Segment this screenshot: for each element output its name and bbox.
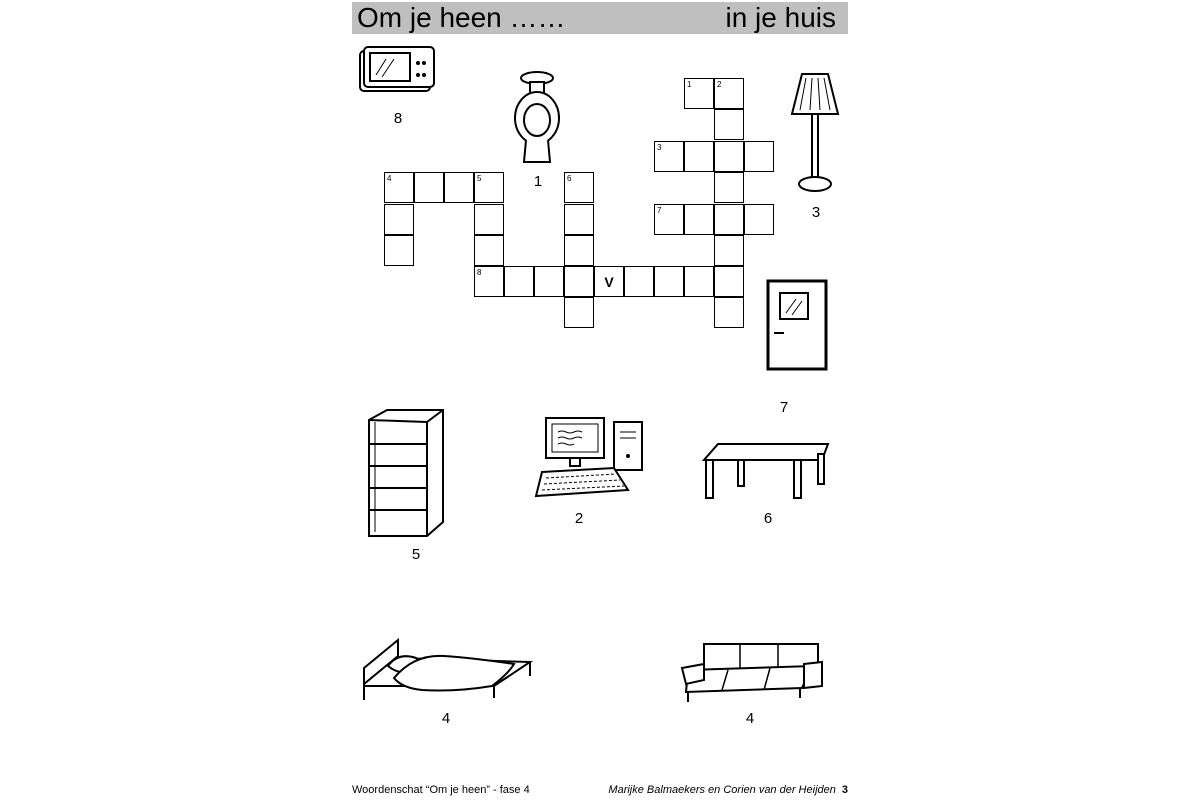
- crossword-cell[interactable]: [744, 204, 774, 235]
- computer-label: 2: [574, 510, 584, 527]
- crossword-cell[interactable]: [564, 204, 594, 235]
- lamp-label: 3: [811, 204, 821, 221]
- title-bar: [352, 2, 848, 34]
- tv-label: 8: [393, 110, 403, 127]
- crossword-cell[interactable]: [534, 266, 564, 297]
- crossword-cell[interactable]: [684, 78, 714, 109]
- footer-authors: [608, 783, 848, 797]
- sofa-label: 4: [745, 710, 755, 727]
- clue-number: 2: [717, 80, 722, 89]
- crossword-cell[interactable]: [564, 297, 594, 328]
- crossword-cell[interactable]: [744, 141, 774, 172]
- clue-number: 5: [477, 174, 482, 183]
- door-icon: [766, 279, 830, 373]
- crossword-cell[interactable]: [474, 204, 504, 235]
- bookcase-label: 5: [411, 546, 421, 563]
- bed-icon: [358, 636, 536, 704]
- crossword-cell[interactable]: [474, 266, 504, 297]
- footer-author-names: Marijke Balmaekers en Corien van der Heijden: [608, 784, 836, 796]
- crossword-cell[interactable]: [714, 204, 744, 235]
- bookcase-icon: [365, 408, 447, 540]
- crossword-cell[interactable]: [564, 266, 594, 297]
- crossword-cell[interactable]: [714, 266, 744, 297]
- clue-number: 8: [477, 268, 482, 277]
- crossword-cell[interactable]: [684, 266, 714, 297]
- crossword-cell[interactable]: [474, 172, 504, 203]
- page-number: 3: [841, 784, 848, 796]
- crossword-cell[interactable]: [714, 235, 744, 266]
- clue-number: 6: [567, 174, 572, 183]
- crossword-cell[interactable]: [684, 141, 714, 172]
- table-label: 6: [763, 510, 773, 527]
- crossword-cell[interactable]: [594, 266, 624, 297]
- bed-label: 4: [441, 710, 451, 727]
- computer-icon: [530, 414, 650, 504]
- crossword-cell[interactable]: [564, 172, 594, 203]
- crossword-cell[interactable]: [654, 141, 684, 172]
- crossword-cell[interactable]: [384, 204, 414, 235]
- crossword-cell[interactable]: [474, 235, 504, 266]
- toilet-label: 1: [533, 173, 543, 190]
- page-title: Om je heen ……: [357, 2, 566, 33]
- crossword-cell[interactable]: [414, 172, 444, 203]
- crossword-cell[interactable]: [384, 172, 414, 203]
- crossword-cell[interactable]: [714, 141, 744, 172]
- page-subtitle: in je huis: [725, 2, 836, 33]
- sofa-icon: [678, 640, 826, 706]
- clue-number: 1: [687, 80, 692, 89]
- crossword-cell[interactable]: [384, 235, 414, 266]
- crossword-cell[interactable]: [714, 172, 744, 203]
- crossword-cell[interactable]: [624, 266, 654, 297]
- toilet-icon: [510, 70, 564, 170]
- crossword-cell[interactable]: [714, 297, 744, 328]
- crossword-cell[interactable]: [444, 172, 474, 203]
- footer-title: Woordenschat “Om je heen” - fase 4: [352, 784, 530, 796]
- given-letter: V: [604, 273, 614, 290]
- clue-number: 7: [657, 206, 662, 215]
- crossword-cell[interactable]: [684, 204, 714, 235]
- crossword-cell[interactable]: [654, 204, 684, 235]
- crossword-cell[interactable]: [654, 266, 684, 297]
- crossword-cell[interactable]: [504, 266, 534, 297]
- crossword-cell[interactable]: [714, 78, 744, 109]
- door-label: 7: [779, 399, 789, 416]
- table-icon: [700, 440, 832, 502]
- television-icon: [358, 45, 434, 95]
- crossword-cell[interactable]: [714, 109, 744, 140]
- crossword-cell[interactable]: [564, 235, 594, 266]
- floor-lamp-icon: [788, 70, 842, 198]
- clue-number: 4: [387, 174, 392, 183]
- clue-number: 3: [657, 143, 662, 152]
